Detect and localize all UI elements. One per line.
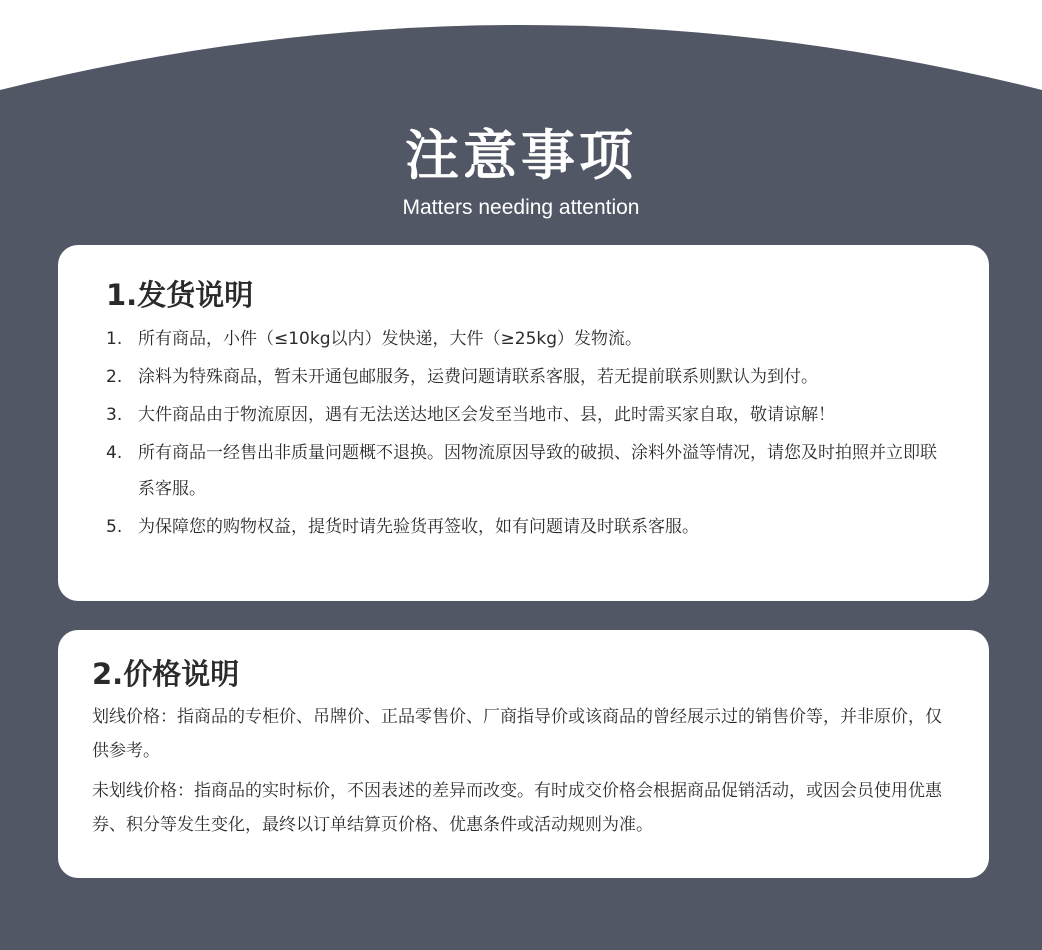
page-header xyxy=(0,120,1042,222)
price-title: 2.价格说明 xyxy=(92,657,240,691)
list-item-number: 2. xyxy=(106,367,123,387)
list-item-text: 所有商品，小件（≤10kg以内）发快递，大件（≥25kg）发物流。 xyxy=(138,329,643,349)
regular-price-paragraph: 未划线价格：指商品的实时标价，不因表述的差异而改变。有时成交价格会根据商品促销活动，或因会员使用优惠券、积分等发生变化，最终以订单结算页价格、优惠条件或活动规则为准。 xyxy=(92,781,942,835)
page-subtitle: Matters needing attention xyxy=(402,196,640,219)
shipping-list xyxy=(106,321,953,545)
list-item xyxy=(106,359,953,395)
strikethrough-price-paragraph: 划线价格：指商品的专柜价、吊牌价、正品零售价、厂商指导价或该商品的曾经展示过的销售价等，并非原价，仅供参考。 xyxy=(92,707,942,761)
list-item-number: 1. xyxy=(106,329,123,349)
list-item-number: 3. xyxy=(106,405,123,425)
list-item-text: 涂料为特殊商品，暂未开通包邮服务，运费问题请联系客服，若无提前联系则默认为到付。 xyxy=(138,367,818,387)
page-title: 注意事项 xyxy=(405,124,637,187)
list-item xyxy=(106,435,953,507)
price-card xyxy=(58,630,989,878)
list-item-text: 所有商品一经售出非质量问题概不退换。因物流原因导致的破损、涂料外溢等情况，请您及时拍照并立即联系客服。 xyxy=(138,443,937,499)
shipping-title: 1.发货说明 xyxy=(106,278,254,312)
list-item-text: 为保障您的购物权益，提货时请先验货再签收，如有问题请及时联系客服。 xyxy=(138,517,699,537)
list-item xyxy=(106,397,953,433)
list-item xyxy=(106,321,953,357)
list-item-number: 4. xyxy=(106,443,123,463)
shipping-card xyxy=(58,245,989,601)
list-item-text: 大件商品由于物流原因，遇有无法送达地区会发至当地市、县，此时需买家自取，敬请谅解！ xyxy=(138,405,835,425)
list-item xyxy=(106,509,953,545)
list-item-number: 5. xyxy=(106,517,123,537)
